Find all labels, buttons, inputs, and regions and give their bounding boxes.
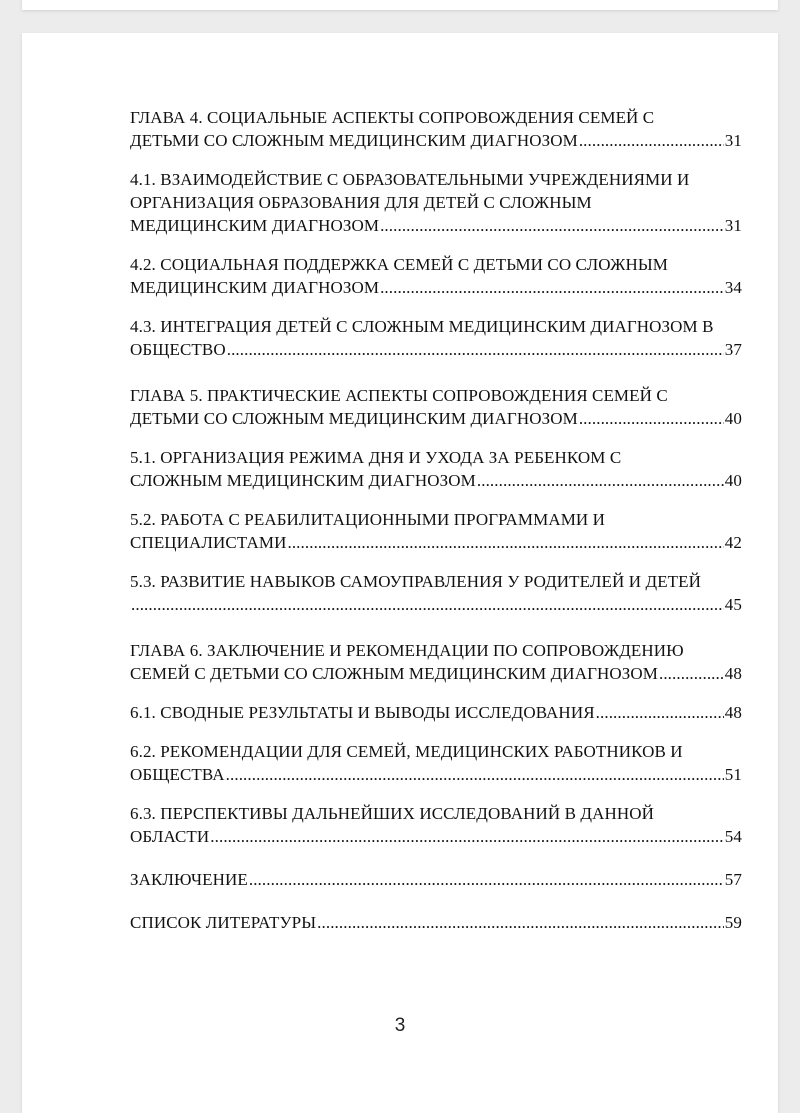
- toc-page-number: 59: [724, 913, 742, 932]
- toc-entry-title: СЕМЕЙ С ДЕТЬМИ СО СЛОЖНЫМ МЕДИЦИНСКИМ ДИАГНОЗОМ: [130, 664, 658, 683]
- dot-leader: [287, 531, 723, 554]
- dot-leader: [249, 868, 724, 891]
- toc-entry-line: ГЛАВА 6. ЗАКЛЮЧЕНИЕ И РЕКОМЕНДАЦИИ ПО СОПРОВОЖДЕНИЮ: [130, 641, 684, 660]
- toc-entry-5-1[interactable]: [130, 446, 742, 492]
- toc-entry-conclusion[interactable]: [130, 868, 742, 891]
- toc-entry-title: ОБЩЕСТВО: [130, 340, 226, 359]
- toc-page-number: 34: [724, 278, 742, 297]
- toc-entry-4-3[interactable]: [130, 315, 742, 361]
- dot-leader: [227, 338, 724, 361]
- dot-leader: [210, 825, 724, 848]
- toc-page-number: 40: [724, 409, 742, 428]
- toc-entry-chapter-6[interactable]: [130, 639, 742, 685]
- dot-leader: [477, 469, 724, 492]
- toc-page-number: 48: [724, 664, 742, 683]
- toc-entry-title: СПЕЦИАЛИСТАМИ: [130, 533, 287, 552]
- toc-page-number: 42: [724, 533, 742, 552]
- dot-leader: [226, 763, 724, 786]
- toc-entry-title: ДЕТЬМИ СО СЛОЖНЫМ МЕДИЦИНСКИМ ДИАГНОЗОМ: [130, 131, 578, 150]
- toc-entry-references[interactable]: [130, 911, 742, 934]
- toc-entry-line: 4.2. СОЦИАЛЬНАЯ ПОДДЕРЖКА СЕМЕЙ С ДЕТЬМИ СО СЛОЖНЫМ: [130, 255, 669, 274]
- toc-entry-5-3[interactable]: [130, 570, 742, 616]
- toc-page-number: 45: [724, 595, 742, 614]
- dot-leader: [131, 593, 724, 616]
- dot-leader: [579, 407, 724, 430]
- toc-entry-4-2[interactable]: [130, 253, 742, 299]
- toc-entry-chapter-4[interactable]: [130, 106, 742, 152]
- toc-entry-title: МЕДИЦИНСКИМ ДИАГНОЗОМ: [130, 216, 380, 235]
- dot-leader: [596, 701, 724, 724]
- toc-entry-5-2[interactable]: [130, 508, 742, 554]
- toc-entry-title: СПИСОК ЛИТЕРАТУРЫ: [130, 913, 317, 932]
- toc-entry-title: СЛОЖНЫМ МЕДИЦИНСКИМ ДИАГНОЗОМ: [130, 471, 476, 490]
- toc-page-number: 57: [724, 870, 742, 889]
- page-number: 3: [394, 1015, 406, 1036]
- toc-entry-line: ГЛАВА 4. СОЦИАЛЬНЫЕ АСПЕКТЫ СОПРОВОЖДЕНИЯ СЕМЕЙ С: [130, 108, 655, 127]
- toc-entry-title: 6.1. СВОДНЫЕ РЕЗУЛЬТАТЫ И ВЫВОДЫ ИССЛЕДОВАНИЯ: [130, 703, 595, 722]
- toc-page-number: 31: [724, 216, 742, 235]
- toc-entry-line: ОРГАНИЗАЦИЯ ОБРАЗОВАНИЯ ДЛЯ ДЕТЕЙ С СЛОЖНЫМ: [130, 193, 592, 212]
- toc-page-number: 48: [724, 703, 742, 722]
- toc-page-number: 37: [724, 340, 742, 359]
- table-of-contents: [130, 106, 742, 934]
- toc-page-number: 54: [724, 827, 742, 846]
- toc-entry-6-1[interactable]: [130, 701, 742, 724]
- toc-entry-6-2[interactable]: [130, 740, 742, 786]
- toc-entry-6-3[interactable]: [130, 802, 742, 848]
- dot-leader: [659, 662, 724, 685]
- toc-page-number: 31: [724, 131, 742, 150]
- toc-entry-line: 5.2. РАБОТА С РЕАБИЛИТАЦИОННЫМИ ПРОГРАММАМИ И: [130, 510, 606, 529]
- toc-entry-line: 6.3. ПЕРСПЕКТИВЫ ДАЛЬНЕЙШИХ ИССЛЕДОВАНИЙ В ДАННОЙ: [130, 804, 654, 823]
- previous-page-edge: [22, 0, 778, 10]
- toc-page-number: 40: [724, 471, 742, 490]
- toc-page-number: 51: [724, 765, 742, 784]
- toc-entry-line: 5.1. ОРГАНИЗАЦИЯ РЕЖИМА ДНЯ И УХОДА ЗА РЕБЕНКОМ С: [130, 448, 622, 467]
- toc-entry-title: ОБЛАСТИ: [130, 827, 210, 846]
- toc-entry-title: ДЕТЬМИ СО СЛОЖНЫМ МЕДИЦИНСКИМ ДИАГНОЗОМ: [130, 409, 578, 428]
- dot-leader: [380, 214, 724, 237]
- toc-entry-line: 4.1. ВЗАИМОДЕЙСТВИЕ С ОБРАЗОВАТЕЛЬНЫМИ УЧРЕЖДЕНИЯМИ И: [130, 170, 690, 189]
- toc-entry-chapter-5[interactable]: [130, 384, 742, 430]
- dot-leader: [380, 276, 724, 299]
- toc-entry-4-1[interactable]: [130, 168, 742, 237]
- toc-entry-line: ГЛАВА 5. ПРАКТИЧЕСКИЕ АСПЕКТЫ СОПРОВОЖДЕНИЯ СЕМЕЙ С: [130, 386, 668, 405]
- dot-leader: [317, 911, 724, 934]
- toc-entry-title: ОБЩЕСТВА: [130, 765, 225, 784]
- dot-leader: [579, 129, 724, 152]
- toc-entry-line: 6.2. РЕКОМЕНДАЦИИ ДЛЯ СЕМЕЙ, МЕДИЦИНСКИХ РАБОТНИКОВ И: [130, 742, 683, 761]
- document-page: [22, 33, 778, 1113]
- toc-entry-line: 5.3. РАЗВИТИЕ НАВЫКОВ САМОУПРАВЛЕНИЯ У РОДИТЕЛЕЙ И ДЕТЕЙ: [130, 572, 702, 591]
- toc-entry-title: ЗАКЛЮЧЕНИЕ: [130, 870, 248, 889]
- toc-entry-title: МЕДИЦИНСКИМ ДИАГНОЗОМ: [130, 278, 380, 297]
- toc-entry-line: 4.3. ИНТЕГРАЦИЯ ДЕТЕЙ С СЛОЖНЫМ МЕДИЦИНСКИМ ДИАГНОЗОМ В: [130, 317, 714, 336]
